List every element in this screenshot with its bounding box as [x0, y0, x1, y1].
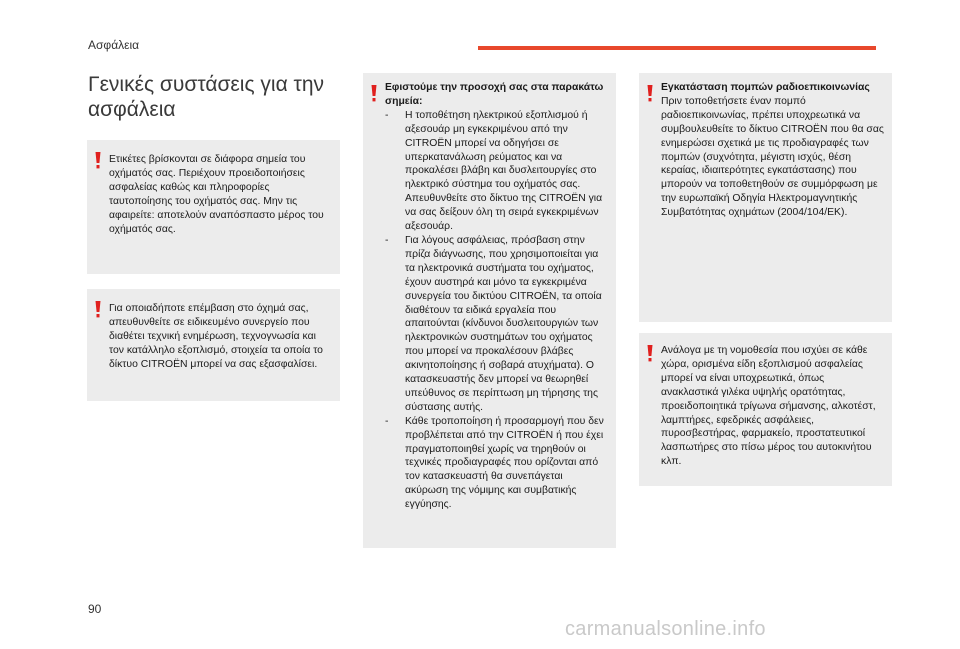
watermark: carmanualsonline.info [565, 618, 766, 640]
page-title: Γενικές συστάσεις για την ασφάλεια [88, 73, 325, 121]
warning-icon [95, 301, 101, 318]
info-box-radio [639, 73, 892, 322]
info-box-intervention-text: Για οποιαδήποτε επέμβαση στο όχημά σας, απευθυνθείτε σε ειδικευμένο συνεργείο που διαθέτει τεχνική ενημέρωση, τεχνογνωσία και τον κατάλληλο εξοπλισμό, στοιχεία τα οποία το δίκτυο CITROËN μπορεί να σας εξασφαλίσει. [109, 303, 323, 370]
electrical-item: - Κάθε τροποποίηση ή προσαρμογή που δεν προβλέπεται από την CITROËN ή που έχει πραγματοποιηθεί χωρίς να τηρηθούν οι τεχνικές προδιαγραφές που ορίζονται από τον κατασκευαστή θα συνεπάγεται ακύρωση της νόμιμης και συμβατικής εγγύησης. [385, 415, 604, 511]
electrical-item: - Για λόγους ασφάλειας, πρόσβαση στην πρίζα διάγνωσης, που χρησιμοποιείται για τα ηλεκτρονικά συστήματα του οχήματος, έχουν αυστηρά και μόνο τα εγκεκριμένα συνεργεία του δικτύου CITROËN, τα οποία διαθέτουν τα ειδικά εργαλεία που απαιτούνται (κίνδυνοι δυσλειτουργιών των ηλεκτρονικών συστημάτων του οχήματος που μπορεί να προκαλέσουν βλάβες ακινητοποίησης ή σοβαρά ατυχήματα). Ο κατασκευαστής δεν μπορεί να θεωρηθεί υπεύθυνος σε περίπτωση μη τήρησης της σύστασης αυτής. [385, 234, 602, 413]
info-box-labels-text: Ετικέτες βρίσκονται σε διάφορα σημεία του οχήματός σας. Περιέχουν προειδοποιήσεις ασφαλείας καθώς και πληροφορίες ταυτοποίησης του οχήματός σας. Μην τις αφαιρείτε: αποτελούν αναπόσπαστο μέρος του οχήματός σας. [109, 154, 324, 235]
info-box-legal [639, 323, 892, 486]
electrical-heading: Εφιστούμε την προσοχή σας στα παρακάτω σημεία: [385, 82, 604, 107]
warning-icon [647, 85, 653, 102]
radio-text: Πριν τοποθετήσετε έναν πομπό ραδιοεπικοινωνίας, πρέπει υποχρεωτικά να συμβουλευθείτε το δίκτυο CITROËN που θα σας ενημερώσει σχετικά με τις προδιαγραφές των πομπών (συχνότητα, μέγιστη ισχύς, θέση κεραίας, ιδιαιτερότητες εγκατάστασης) που μπορούν να τοποθετηθούν σε συμμόρφωση με την ευρωπαϊκή Οδηγία Ηλεκτρομαγνητικής Συμβατότητας οχημάτων (2004/104/ΕΚ). [661, 95, 884, 219]
header-accent-bar [478, 46, 876, 50]
info-box-electrical [363, 73, 616, 548]
warning-icon [371, 85, 377, 102]
header-section-label: Ασφάλεια [88, 38, 140, 52]
info-box-legal-text: Ανάλογα με τη νομοθεσία που ισχύει σε κάθε χώρα, ορισμένα είδη εξοπλισμού ασφαλείας μπορεί να είναι υποχρεωτικά, όπως ανακλαστικά γιλέκα υψηλής ορατότητας, προειδοποιητικά τρίγωνα σήμανσης, αλκοτέστ, λαμπτήρες, εφεδρικές ασφάλειες, πυροσβεστήρας, φαρμακείο, προστατευτικοί λασπωτήρες στο πίσω μέρος του αυτοκινήτου κλπ. [661, 345, 876, 468]
info-box-labels [87, 140, 340, 274]
warning-icon [647, 345, 653, 362]
info-box-intervention [87, 289, 340, 401]
warning-icon [95, 152, 101, 169]
electrical-item: - Η τοποθέτηση ηλεκτρικού εξοπλισμού ή αξεσουάρ μη εγκεκριμένου από την CITROËN μπορεί να οδηγήσει σε υπερκατανάλωση ρεύματος και να προκαλέσει βλάβη και δυσλειτουργίες στο ηλεκτρικό σύστημα του οχήματός σας. Απευθυνθείτε στο δίκτυο της CITROËN για να σας δείξουν όλη τη σειρά εγκεκριμένων αξεσουάρ. [385, 109, 603, 233]
page-number: 90 [88, 602, 102, 616]
radio-heading: Εγκατάσταση πομπών ραδιοεπικοινωνίας [661, 82, 870, 93]
